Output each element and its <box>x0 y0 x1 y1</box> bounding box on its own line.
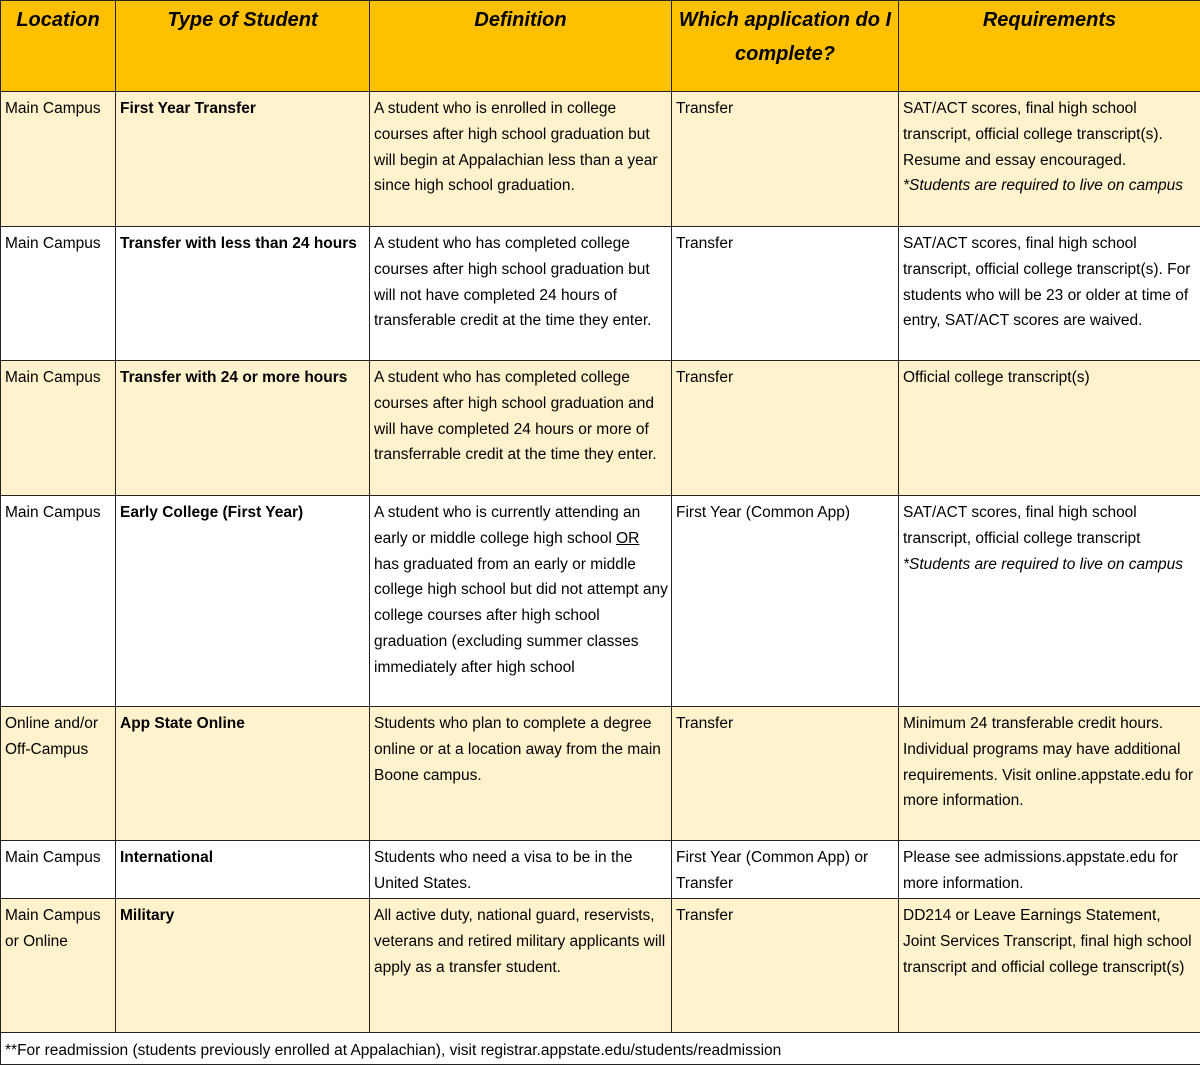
cell-type: Military <box>116 899 370 1033</box>
requirements-note: *Students are required to live on campus <box>903 177 1184 195</box>
table-row <box>1 899 1200 1033</box>
cell-definition: Students who plan to complete a degree online or at a location away from the main Boone campus. <box>370 707 672 841</box>
cell-application: First Year (Common App) <box>672 496 899 707</box>
header-definition: Definition <box>370 1 672 92</box>
requirements-note: *Students are required to live on campus <box>903 555 1184 573</box>
table-row <box>1 92 1200 227</box>
cell-application: Transfer <box>672 361 899 496</box>
cell-location: Online and/or Off-Campus <box>1 707 116 841</box>
cell-location: Main Campus <box>1 227 116 361</box>
table-row <box>1 496 1200 707</box>
cell-location: Main Campus <box>1 496 116 707</box>
header-type: Type of Student <box>116 1 370 92</box>
table-row <box>1 841 1200 899</box>
cell-type: International <box>116 841 370 899</box>
cell-requirements: Minimum 24 transferable credit hours. Individual programs may have additional requirements. Visit online.appstate.edu for more information. <box>899 707 1200 841</box>
header-requirements: Requirements <box>899 1 1200 92</box>
cell-type: Transfer with less than 24 hours <box>116 227 370 361</box>
cell-location: Main Campus <box>1 361 116 496</box>
header-row <box>1 1 1200 92</box>
cell-requirements: Please see admissions.appstate.edu for more information. <box>899 841 1200 899</box>
cell-definition <box>370 496 672 707</box>
cell-definition: A student who is enrolled in college courses after high school graduation but will begin at Appalachian less than a year since high school graduation. <box>370 92 672 227</box>
cell-type: Early College (First Year) <box>116 496 370 707</box>
cell-application: Transfer <box>672 227 899 361</box>
cell-definition: Students who need a visa to be in the United States. <box>370 841 672 899</box>
cell-type: App State Online <box>116 707 370 841</box>
cell-location: Main Campus <box>1 841 116 899</box>
header-location: Location <box>1 1 116 92</box>
table-row <box>1 227 1200 361</box>
cell-requirements <box>899 496 1200 707</box>
definition-text: has graduated from an early or middle college high school but did not attempt any college courses after high school graduation (excluding summer classes immediately after high school <box>374 555 668 676</box>
cell-type: First Year Transfer <box>116 92 370 227</box>
cell-requirements: Official college transcript(s) <box>899 361 1200 496</box>
cell-requirements: DD214 or Leave Earnings Statement, Joint Services Transcript, final high school transcript and official college transcript(s) <box>899 899 1200 1033</box>
cell-application: Transfer <box>672 92 899 227</box>
cell-location: Main Campus <box>1 92 116 227</box>
table-row <box>1 361 1200 496</box>
requirements-text: SAT/ACT scores, final high school transcript, official college transcript(s). Resume and essay encouraged. <box>903 100 1163 169</box>
cell-application: First Year (Common App) or Transfer <box>672 841 899 899</box>
requirements-text: SAT/ACT scores, final high school transcript, official college transcript <box>903 504 1141 547</box>
definition-emphasis: OR <box>616 529 640 547</box>
footnote: **For readmission (students previously enrolled at Appalachian), visit registrar.appstate.edu/students/readmission <box>1 1033 1200 1065</box>
cell-application: Transfer <box>672 707 899 841</box>
definition-text: A student who is currently attending an early or middle college high school <box>374 504 641 547</box>
footnote-row <box>1 1033 1200 1065</box>
cell-requirements <box>899 92 1200 227</box>
cell-definition: All active duty, national guard, reservists, veterans and retired military applicants will apply as a transfer student. <box>370 899 672 1033</box>
table-row <box>1 707 1200 841</box>
cell-type: Transfer with 24 or more hours <box>116 361 370 496</box>
cell-requirements: SAT/ACT scores, final high school transcript, official college transcript(s). For students who will be 23 or older at time of entry, SAT/ACT scores are waived. <box>899 227 1200 361</box>
header-application: Which application do I complete? <box>672 1 899 92</box>
cell-definition: A student who has completed college courses after high school graduation and will have completed 24 hours or more of transferrable credit at the time they enter. <box>370 361 672 496</box>
cell-location: Main Campus or Online <box>1 899 116 1033</box>
cell-application: Transfer <box>672 899 899 1033</box>
cell-definition: A student who has completed college courses after high school graduation but will not have completed 24 hours of transferable credit at the time they enter. <box>370 227 672 361</box>
